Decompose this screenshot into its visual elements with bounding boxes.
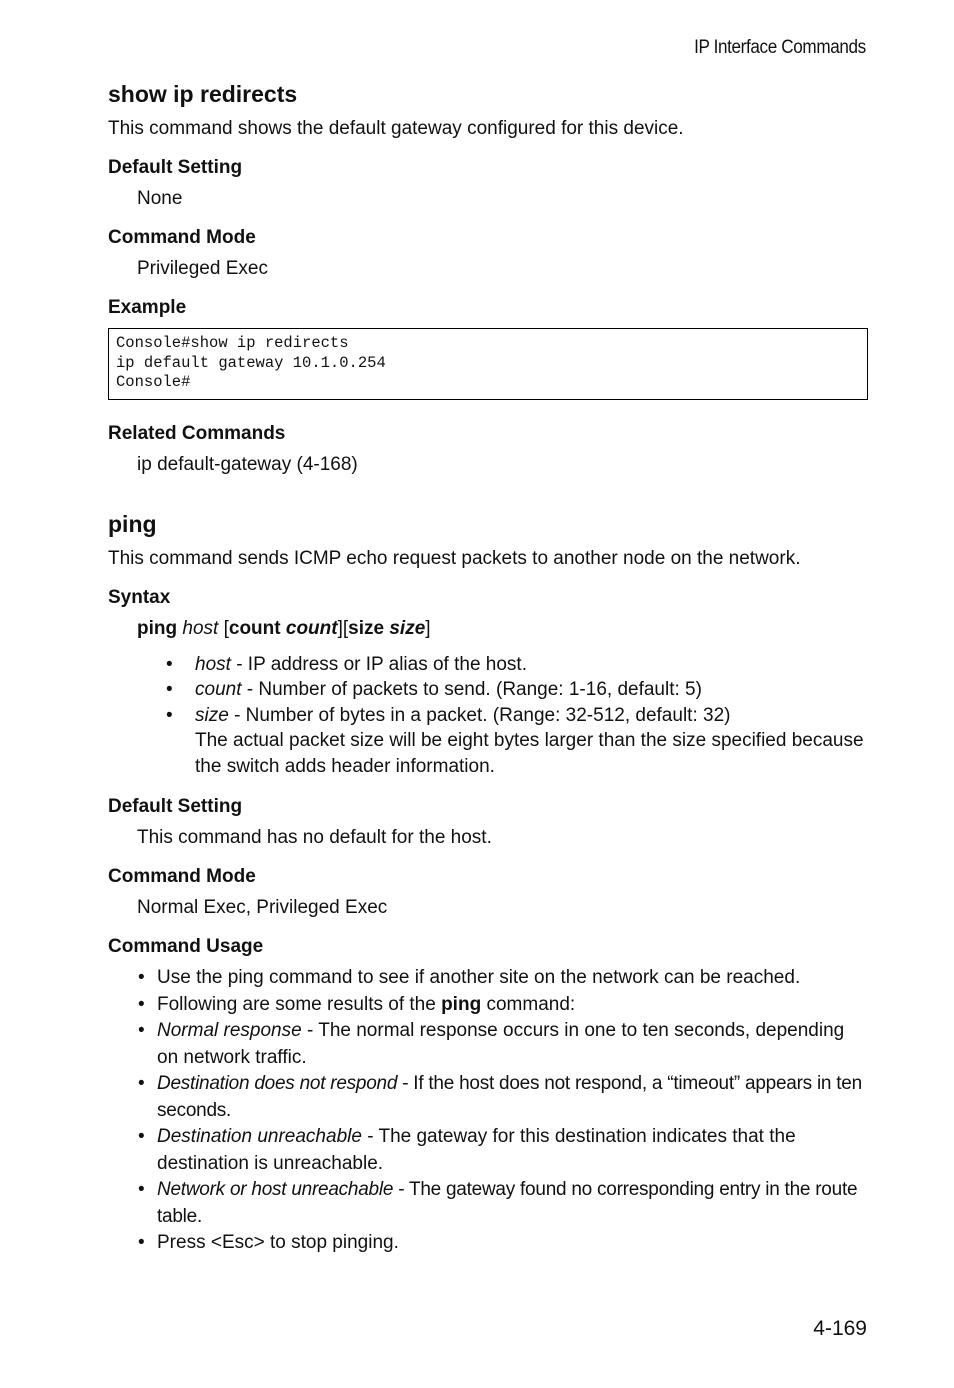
param-description: - IP address or IP alias of the host.	[230, 653, 527, 675]
default-setting-value: This command has no default for the host.	[137, 827, 492, 848]
command-mode-heading: Command Mode	[108, 227, 256, 248]
example-heading: Example	[108, 297, 187, 318]
syntax-size-arg: size	[389, 617, 426, 639]
syntax-count-keyword: count	[228, 617, 281, 639]
usage-list	[108, 965, 868, 1257]
command-usage-heading: Command Usage	[108, 936, 264, 957]
list-item	[138, 965, 868, 992]
usage-text: command:	[481, 993, 576, 1015]
usage-term: Destination unreachable	[157, 1126, 362, 1147]
usage-text: - The gateway for this destination indicates that the destination is unreachable.	[157, 1126, 796, 1174]
syntax-line	[108, 616, 868, 642]
default-setting-heading: Default Setting	[108, 796, 243, 817]
syntax-command: ping	[137, 617, 178, 639]
list-item	[138, 1230, 868, 1257]
usage-text: - The normal response occurs in one to ten seconds, depending on network traffic.	[157, 1020, 845, 1068]
list-item	[166, 677, 868, 703]
page-number: 4-169	[813, 1317, 867, 1340]
command-description: This command shows the default gateway configured for this device.	[108, 118, 684, 139]
default-setting-heading: Default Setting	[108, 157, 243, 178]
example-code-block	[108, 328, 868, 400]
usage-text: Following are some results of the	[157, 993, 442, 1015]
list-item	[138, 1071, 868, 1124]
syntax-heading: Syntax	[108, 586, 171, 608]
syntax-bracket: [	[218, 617, 229, 639]
related-commands-heading: Related Commands	[108, 422, 286, 444]
param-description: - Number of bytes in a packet. (Range: 32-512, default: 32)	[228, 704, 731, 726]
syntax-bracket: ][	[337, 617, 349, 639]
param-name: count	[195, 679, 242, 700]
related-command-link: ip default-gateway (4-168)	[137, 453, 358, 475]
syntax-host-arg: host	[182, 617, 219, 639]
usage-term: Network or host unreachable	[157, 1179, 394, 1200]
code-line: Console#show ip redirects	[116, 334, 349, 352]
usage-text: Press <Esc> to stop pinging.	[157, 1232, 399, 1253]
param-note: The actual packet size will be eight bytes larger than the size specified because the switch adds header information.	[195, 730, 864, 777]
syntax-size-keyword: size	[348, 617, 385, 639]
usage-term: Destination does not respond	[157, 1073, 398, 1094]
code-line: ip default gateway 10.1.0.254	[116, 353, 386, 372]
syntax-bracket: ]	[425, 617, 431, 639]
page-content	[108, 80, 868, 1257]
command-description: This command sends ICMP echo request packets to another node on the network.	[108, 547, 801, 569]
running-header: IP Interface Commands	[694, 37, 866, 58]
code-line: Console#	[116, 373, 191, 391]
command-mode-value: Privileged Exec	[137, 258, 268, 279]
list-item	[138, 1177, 868, 1230]
param-description: - Number of packets to send. (Range: 1-16, default: 5)	[241, 679, 702, 700]
list-item	[138, 992, 868, 1019]
parameter-list	[108, 652, 868, 780]
usage-keyword: ping	[441, 993, 482, 1015]
param-name: host	[195, 653, 231, 675]
command-title-show-ip-redirects: show ip redirects	[108, 81, 298, 107]
command-mode-value: Normal Exec, Privileged Exec	[137, 897, 388, 918]
usage-text: - If the host does not respond, a “timeout” appears in ten seconds.	[157, 1073, 862, 1121]
list-item	[166, 652, 868, 678]
default-setting-value: None	[137, 188, 183, 209]
usage-text: - The gateway found no corresponding entry in the route table.	[157, 1179, 858, 1227]
usage-text: Use the ping command to see if another site on the network can be reached.	[157, 967, 801, 988]
param-name: size	[195, 704, 229, 726]
syntax-count-arg: count	[285, 617, 338, 639]
command-title-ping: ping	[108, 510, 157, 537]
list-item	[138, 1018, 868, 1071]
list-item	[138, 1124, 868, 1177]
list-item	[166, 703, 868, 780]
command-mode-heading: Command Mode	[108, 866, 256, 887]
usage-term: Normal response	[157, 1020, 302, 1041]
